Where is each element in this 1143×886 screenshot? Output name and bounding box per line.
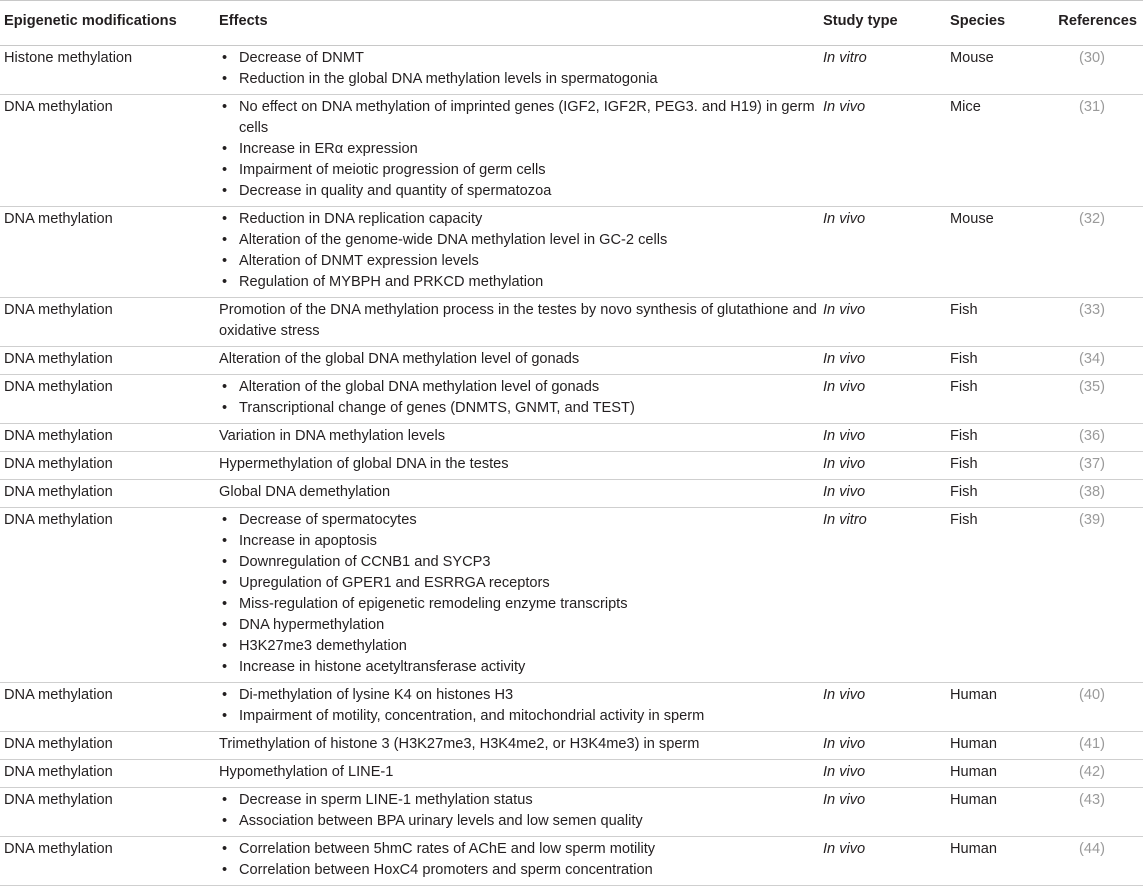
- table-row: [0, 347, 1143, 375]
- study-type-cell: In vivo: [819, 298, 946, 347]
- species-cell: Human: [946, 788, 1046, 837]
- study-type-cell: In vivo: [819, 480, 946, 508]
- table-body: [0, 46, 1143, 886]
- effect-item: • Di-methylation of lysine K4 on histones H3: [219, 685, 819, 706]
- modification-cell: DNA methylation: [0, 788, 215, 837]
- reference-link[interactable]: (31): [1046, 95, 1143, 207]
- study-type-cell: In vivo: [819, 95, 946, 207]
- effects-cell: [215, 760, 819, 788]
- effects-cell: [215, 788, 819, 837]
- effect-item: • Miss-regulation of epigenetic remodeling enzyme transcripts: [219, 594, 819, 615]
- table-row: [0, 46, 1143, 95]
- species-cell: Human: [946, 837, 1046, 886]
- effects-cell: [215, 452, 819, 480]
- modification-cell: DNA methylation: [0, 95, 215, 207]
- modification-cell: DNA methylation: [0, 424, 215, 452]
- table-row: [0, 732, 1143, 760]
- effect-item: • Decrease of DNMT: [219, 48, 819, 69]
- header-references: References: [1046, 1, 1143, 46]
- species-cell: Fish: [946, 452, 1046, 480]
- table-row: [0, 375, 1143, 424]
- effects-cell: [215, 508, 819, 683]
- table-row: [0, 683, 1143, 732]
- study-type-cell: In vivo: [819, 375, 946, 424]
- effect-item: • DNA hypermethylation: [219, 615, 819, 636]
- reference-link[interactable]: (42): [1046, 760, 1143, 788]
- study-type-cell: In vivo: [819, 837, 946, 886]
- header-effects: Effects: [215, 1, 819, 46]
- species-cell: Fish: [946, 508, 1046, 683]
- reference-link[interactable]: (34): [1046, 347, 1143, 375]
- effect-item: • Correlation between HoxC4 promoters and sperm concentration: [219, 860, 819, 881]
- table-row: [0, 298, 1143, 347]
- header-modification: Epigenetic modifications: [0, 1, 215, 46]
- modification-cell: DNA methylation: [0, 452, 215, 480]
- study-type-cell: In vitro: [819, 508, 946, 683]
- effect-item: • Increase in apoptosis: [219, 531, 819, 552]
- effect-item: • Impairment of meiotic progression of germ cells: [219, 160, 819, 181]
- effects-cell: [215, 46, 819, 95]
- effect-item: • Association between BPA urinary levels and low semen quality: [219, 811, 819, 832]
- effect-item: • Increase in ERα expression: [219, 139, 819, 160]
- species-cell: Human: [946, 760, 1046, 788]
- effects-cell: [215, 207, 819, 298]
- effects-cell: [215, 732, 819, 760]
- study-type-cell: In vivo: [819, 732, 946, 760]
- modification-cell: DNA methylation: [0, 760, 215, 788]
- species-cell: Fish: [946, 298, 1046, 347]
- reference-link[interactable]: (38): [1046, 480, 1143, 508]
- effect-item: • Decrease of spermatocytes: [219, 510, 819, 531]
- effects-cell: [215, 424, 819, 452]
- effect-text: Hypomethylation of LINE-1: [219, 764, 394, 780]
- study-type-cell: In vivo: [819, 207, 946, 298]
- species-cell: Mouse: [946, 207, 1046, 298]
- species-cell: Fish: [946, 375, 1046, 424]
- species-cell: Fish: [946, 347, 1046, 375]
- effects-cell: [215, 683, 819, 732]
- modification-cell: DNA methylation: [0, 207, 215, 298]
- study-type-cell: In vivo: [819, 347, 946, 375]
- effect-item: • Reduction in the global DNA methylation levels in spermatogonia: [219, 69, 819, 90]
- reference-link[interactable]: (33): [1046, 298, 1143, 347]
- species-cell: Fish: [946, 480, 1046, 508]
- table-row: [0, 207, 1143, 298]
- reference-link[interactable]: (32): [1046, 207, 1143, 298]
- header-study-type: Study type: [819, 1, 946, 46]
- effect-item: • Impairment of motility, concentration, and mitochondrial activity in sperm: [219, 706, 819, 727]
- effects-list: [219, 48, 819, 90]
- effect-item: • Alteration of the genome-wide DNA methylation level in GC-2 cells: [219, 230, 819, 251]
- effect-text: Alteration of the global DNA methylation level of gonads: [219, 351, 580, 367]
- effect-text: Global DNA demethylation: [219, 484, 391, 500]
- effect-item: • Alteration of the global DNA methylation level of gonads: [219, 377, 819, 398]
- reference-link[interactable]: (39): [1046, 508, 1143, 683]
- table-header: [0, 1, 1143, 46]
- study-type-cell: In vivo: [819, 424, 946, 452]
- modification-cell: DNA methylation: [0, 298, 215, 347]
- species-cell: Fish: [946, 424, 1046, 452]
- study-type-cell: In vivo: [819, 788, 946, 837]
- effect-item: • Downregulation of CCNB1 and SYCP3: [219, 552, 819, 573]
- effects-list: [219, 790, 819, 832]
- reference-link[interactable]: (30): [1046, 46, 1143, 95]
- effect-item: • Transcriptional change of genes (DNMTS, GNMT, and TEST): [219, 398, 819, 419]
- effect-item: • Increase in histone acetyltransferase activity: [219, 657, 819, 678]
- table-row: [0, 480, 1143, 508]
- table-row: [0, 760, 1143, 788]
- modification-cell: DNA methylation: [0, 837, 215, 886]
- reference-link[interactable]: (36): [1046, 424, 1143, 452]
- modification-cell: DNA methylation: [0, 375, 215, 424]
- effects-cell: [215, 480, 819, 508]
- table-row: [0, 424, 1143, 452]
- effect-item: • Alteration of DNMT expression levels: [219, 251, 819, 272]
- modification-cell: Histone methylation: [0, 46, 215, 95]
- reference-link[interactable]: (40): [1046, 683, 1143, 732]
- effect-item: • Regulation of MYBPH and PRKCD methylation: [219, 272, 819, 293]
- effects-cell: [215, 837, 819, 886]
- table-row: [0, 95, 1143, 207]
- modification-cell: DNA methylation: [0, 508, 215, 683]
- species-cell: Mouse: [946, 46, 1046, 95]
- table-row: [0, 452, 1143, 480]
- effect-item: • Correlation between 5hmC rates of AChE and low sperm motility: [219, 839, 819, 860]
- effects-cell: [215, 95, 819, 207]
- table-row: [0, 508, 1143, 683]
- effects-cell: [215, 375, 819, 424]
- effects-cell: [215, 298, 819, 347]
- effect-item: • Decrease in quality and quantity of spermatozoa: [219, 181, 819, 202]
- study-type-cell: In vivo: [819, 683, 946, 732]
- header-row: [0, 1, 1143, 46]
- effects-list: [219, 209, 819, 293]
- effects-list: [219, 377, 819, 419]
- modification-cell: DNA methylation: [0, 683, 215, 732]
- effects-list: [219, 510, 819, 678]
- effect-item: • H3K27me3 demethylation: [219, 636, 819, 657]
- effect-text: Hypermethylation of global DNA in the testes: [219, 456, 509, 472]
- study-type-cell: In vitro: [819, 46, 946, 95]
- effect-item: • No effect on DNA methylation of imprinted genes (IGF2, IGF2R, PEG3. and H19) in germ cells: [219, 97, 819, 139]
- effect-text: Promotion of the DNA methylation process in the testes by novo synthesis of glutathione and oxidative stress: [219, 302, 817, 339]
- species-cell: Human: [946, 683, 1046, 732]
- effects-list: [219, 685, 819, 727]
- header-species: Species: [946, 1, 1046, 46]
- effects-cell: [215, 347, 819, 375]
- effects-list: [219, 97, 819, 202]
- table-row: [0, 788, 1143, 837]
- effect-item: • Decrease in sperm LINE-1 methylation status: [219, 790, 819, 811]
- effects-list: [219, 839, 819, 881]
- reference-link[interactable]: (41): [1046, 732, 1143, 760]
- table-row: [0, 837, 1143, 886]
- modification-cell: DNA methylation: [0, 732, 215, 760]
- effect-item: • Upregulation of GPER1 and ESRRGA receptors: [219, 573, 819, 594]
- modification-cell: DNA methylation: [0, 480, 215, 508]
- effect-text: Trimethylation of histone 3 (H3K27me3, H3K4me2, or H3K4me3) in sperm: [219, 736, 700, 752]
- reference-link[interactable]: (37): [1046, 452, 1143, 480]
- species-cell: Human: [946, 732, 1046, 760]
- study-type-cell: In vivo: [819, 760, 946, 788]
- reference-link[interactable]: (35): [1046, 375, 1143, 424]
- modification-cell: DNA methylation: [0, 347, 215, 375]
- study-type-cell: In vivo: [819, 452, 946, 480]
- reference-link[interactable]: (44): [1046, 837, 1143, 886]
- effect-item: • Reduction in DNA replication capacity: [219, 209, 819, 230]
- effect-text: Variation in DNA methylation levels: [219, 428, 446, 444]
- species-cell: Mice: [946, 95, 1046, 207]
- reference-link[interactable]: (43): [1046, 788, 1143, 837]
